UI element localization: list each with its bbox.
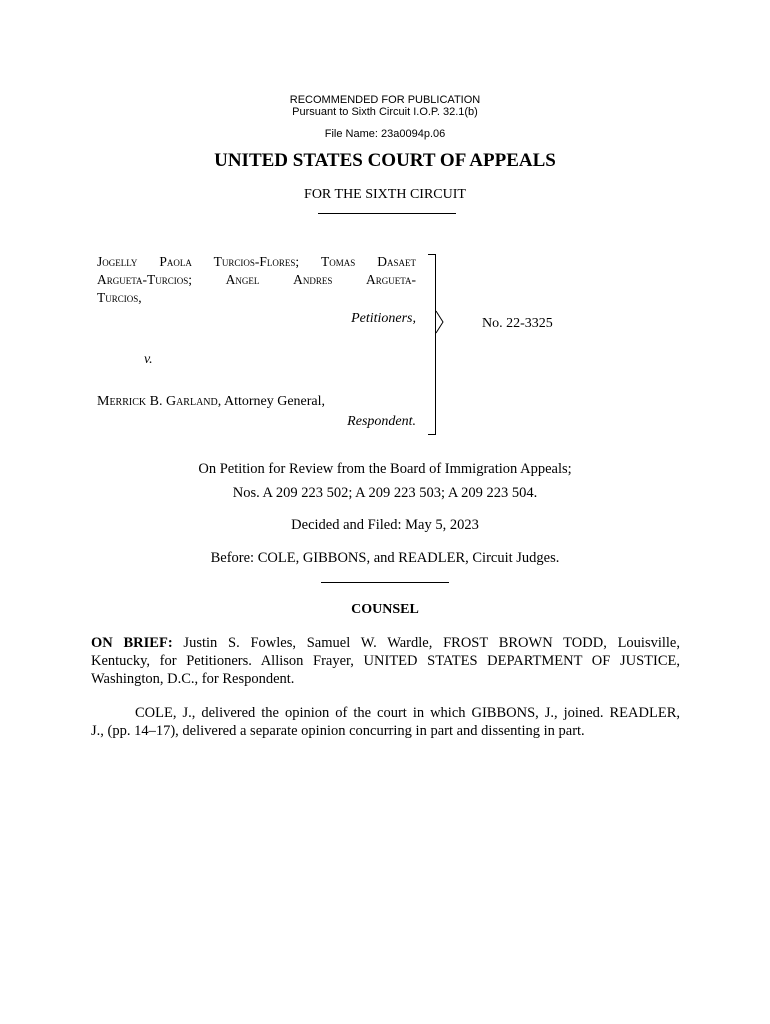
court-circuit: FOR THE SIXTH CIRCUIT [304,187,466,202]
before-rule [321,582,449,583]
opinion-line-2: J., (pp. 14–17), delivered a separate opinion concurring in part and dissenting in part. [91,723,585,739]
respondent-name: Merrick B. Garland [97,394,218,409]
petition-line-1: On Petition for Review from the Board of Immigration Appeals; [198,461,572,477]
bracket-vertical [435,254,436,435]
counsel-line-1-text: Justin S. Fowles, Samuel W. Wardle, FROST BROWN TODD, Louisville, [183,635,680,651]
petitioners-label: Petitioners, [351,311,416,326]
on-brief-label: ON BRIEF: [91,635,173,651]
counsel-line-3: Washington, D.C., for Respondent. [91,671,295,687]
case-number: No. 22-3325 [482,316,553,331]
recommended-notice: RECOMMENDED FOR PUBLICATION [289,94,481,106]
court-title: UNITED STATES COURT OF APPEALS [214,150,556,171]
title-rule [318,213,456,214]
versus: v. [144,352,153,367]
counsel-line-2: Kentucky, for Petitioners. Allison Frayer, UNITED STATES DEPARTMENT OF JUSTICE, [91,653,680,669]
counsel-heading: COUNSEL [351,602,419,617]
petition-line-2: Nos. A 209 223 502; A 209 223 503; A 209 223 504. [232,485,538,501]
bracket-bottom [428,434,436,435]
decided-filed: Decided and Filed: May 5, 2023 [291,517,479,533]
petitioners-line-3: Turcios, [97,290,142,305]
respondent-line [97,394,325,410]
petitioners-line-1: Jogelly Paola Turcios-Flores; Tomas Dasaet [97,254,416,269]
before-judges: Before: COLE, GIBBONS, and READLER, Circuit Judges. [210,550,560,566]
petitioners-line-2: Argueta-Turcios; Angel Andres Argueta- [97,272,416,287]
counsel-line-1 [91,635,680,652]
file-name: File Name: 23a0094p.06 [324,128,446,140]
respondent-label: Respondent. [347,414,416,429]
pursuant-notice: Pursuant to Sixth Circuit I.O.P. 32.1(b) [292,106,478,118]
respondent-title: , Attorney General, [217,394,326,409]
bracket-point [428,310,448,334]
opinion-line-1: COLE, J., delivered the opinion of the court in which GIBBONS, J., joined. READLER, [135,705,680,721]
